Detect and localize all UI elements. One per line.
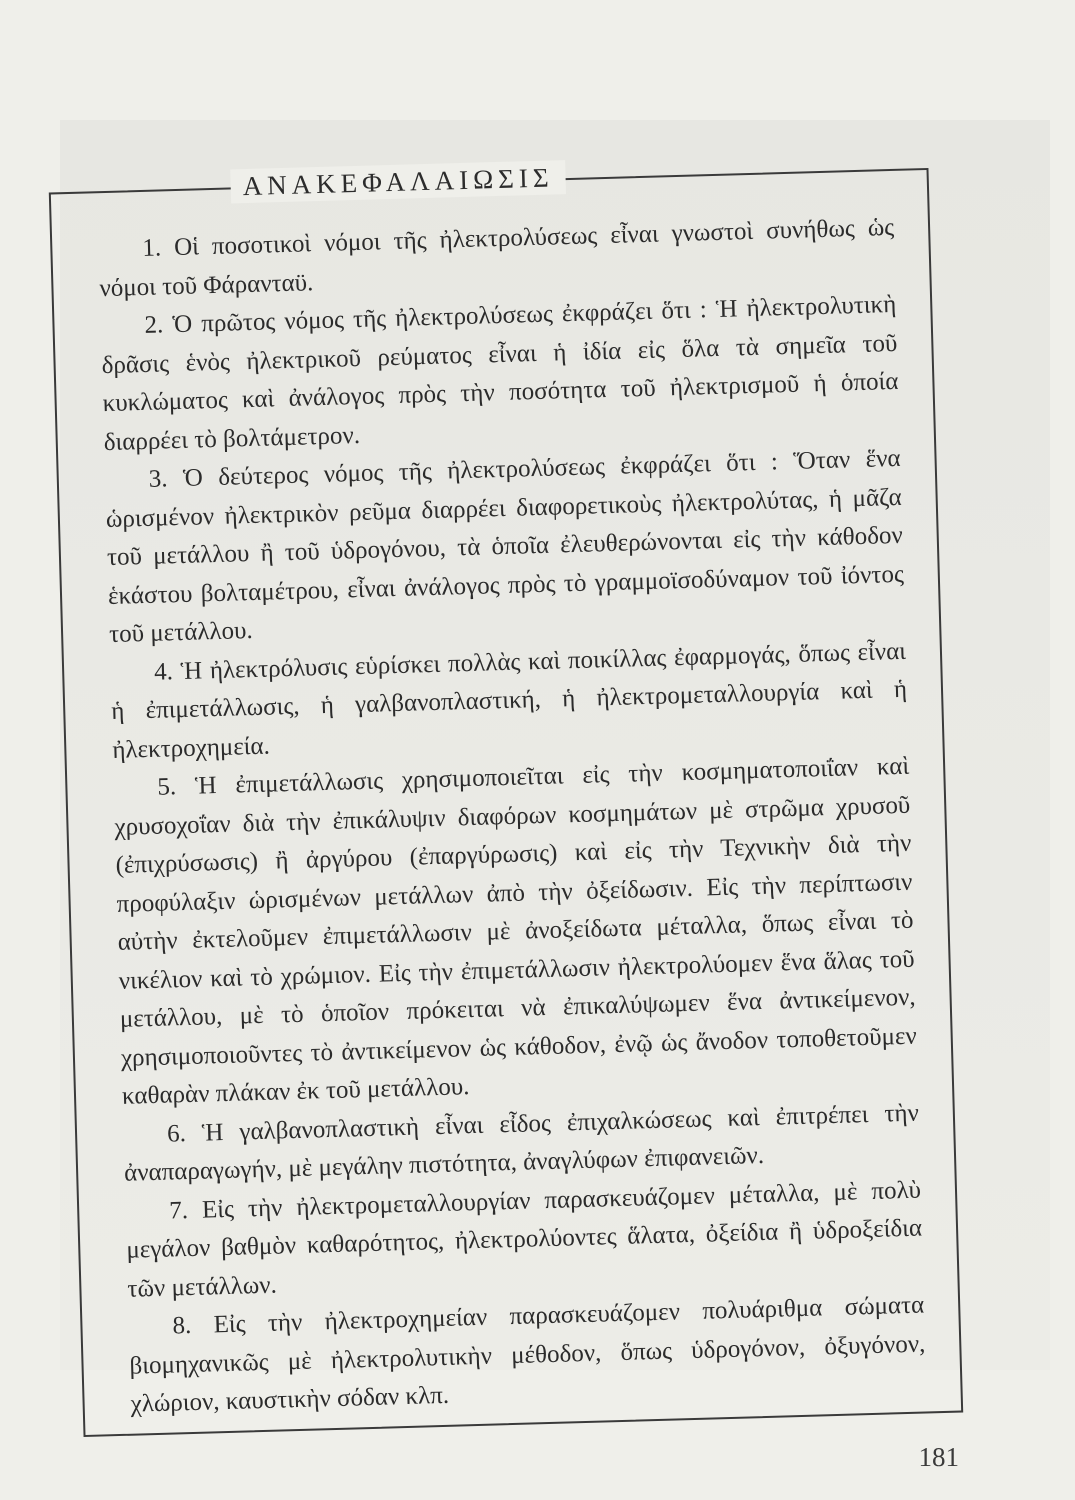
paragraph-7: 7. Εἰς τὴν ἠλεκτρομεταλλουργίαν παρασκευάζομεν μέταλλα, μὲ πολὺ μεγάλον βαθμὸν καθαρότητος, ἠλεκτρολύοντες ἅλατα, ὀξείδια ἢ ὑδροξείδια τῶν μετάλλων. — [125, 1176, 923, 1303]
paragraph-6: 6. Ἡ γαλβανοπλαστικὴ εἶναι εἶδος ἐπιχαλκώσεως καὶ ἐπιτρέπει τὴν ἀναπαραγωγήν, μὲ μεγάλην πιστότητα, ἀναγλύφων ἐπιφανειῶν. — [123, 1099, 920, 1187]
page-number: 181 — [918, 1442, 959, 1472]
summary-box — [49, 162, 963, 1437]
paragraph-5: 5. Ἡ ἐπιμετάλλωσις χρησιμοποιεῖται εἰς τὴν κοσμηματοποιΐαν καὶ χρυσοχοΐαν διὰ τὴν ἐπικάλυψιν διαφόρων κοσμημάτων μὲ στρῶμα χρυσοῦ (ἐπιχρύσωσις) ἢ ἀργύρου (ἐπαργύρωσις) καὶ εἰς τὴν Τεχνικὴν διὰ τὴν προφύλαξιν ὡρισμένων μετάλλων ἀπὸ τὴν ὀξείδωσιν. Εἰς τὴν περίπτωσιν αὐτὴν ἐκτελοῦμεν ἐπιμετάλλωσιν μὲ ἀνοξείδωτα μέταλλα, ὅπως εἶναι τὸ νικέλιον καὶ τὸ χρώμιον. Εἰς τὴν ἐπιμετάλλωσιν ἠλεκτρολύομεν ἕνα ἅλας τοῦ μετάλλου, μὲ τὸ ὁποῖον πρόκειται νὰ ἐπικαλύψωμεν ἕνα ἀντικείμενον, χρησιμοποιοῦντες τὸ ἀντικείμενον ὡς κάθοδον, ἐνῷ ὡς ἄνοδον τοποθετοῦμεν καθαρὰν πλάκαν ἐκ τοῦ μετάλλου. — [114, 752, 918, 1110]
section-title: ΑΝΑΚΕΦΑΛΑΙΩΣΙΣ — [230, 160, 566, 203]
paragraph-3: 3. Ὁ δεύτερος νόμος τῆς ἠλεκτρολύσεως ἐκφράζει ὅτι : Ὅταν ἕνα ὡρισμένον ἠλεκτρικὸν ρεῦμα διαρρέει διαφορετικοὺς ἠλεκτρολύτας, ἡ μᾶζα τοῦ μετάλλου ἢ τοῦ ὑδρογόνου, τὰ ὁποῖα ἐλευθερώνονται εἰς τὴν κάθοδον ἑκάστου βολταμέτρου, εἶναι ἀνάλογος πρὸς τὸ γραμμοϊσοδύναμον τοῦ ἰόντος τοῦ μετάλλου. — [105, 444, 905, 649]
paragraph-2: 2. Ὁ πρῶτος νόμος τῆς ἠλεκτρολύσεως ἐκφράζει ὅτι : Ἡ ἠλεκτρολυτικὴ δρᾶσις ἑνὸς ἠλεκτρικοῦ ρεύματος εἶναι ἡ ἰδία εἰς ὅλα τὰ σημεῖα τοῦ κυκλώματος καὶ ἀνάλογος πρὸς τὴν ποσότητα τοῦ ἠλεκτρισμοῦ ἡ ὁποία διαρρέει τὸ βολτάμετρον. — [101, 290, 899, 456]
paragraph-8: 8. Εἰς τὴν ἠλεκτροχημείαν παρασκευάζομεν πολυάριθμα σώματα βιομηχανικῶς μὲ ἠλεκτρολυτικὴν μέθοδον, ὅπως ὑδρογόνον, ὀξυγόνον, χλώριον, καυστικὴν σόδαν κλπ. — [129, 1291, 926, 1418]
paragraph-4: 4. Ἡ ἠλεκτρόλυσις εὑρίσκει πολλὰς καὶ ποικίλλας ἐφαρμογάς, ὅπως εἶναι ἡ ἐπιμετάλλωσις, ἡ γαλβανοπλαστική, ἡ ἠλεκτρομεταλλουργία καὶ ἡ ἠλεκτροχημεία. — [110, 637, 908, 764]
summary-text — [98, 209, 927, 1424]
paragraph-1: 1. Οἱ ποσοτικοὶ νόμοι τῆς ἠλεκτρολύσεως εἶναι γνωστοὶ συνήθως ὡς νόμοι τοῦ Φάρανταϋ. — [99, 213, 895, 302]
